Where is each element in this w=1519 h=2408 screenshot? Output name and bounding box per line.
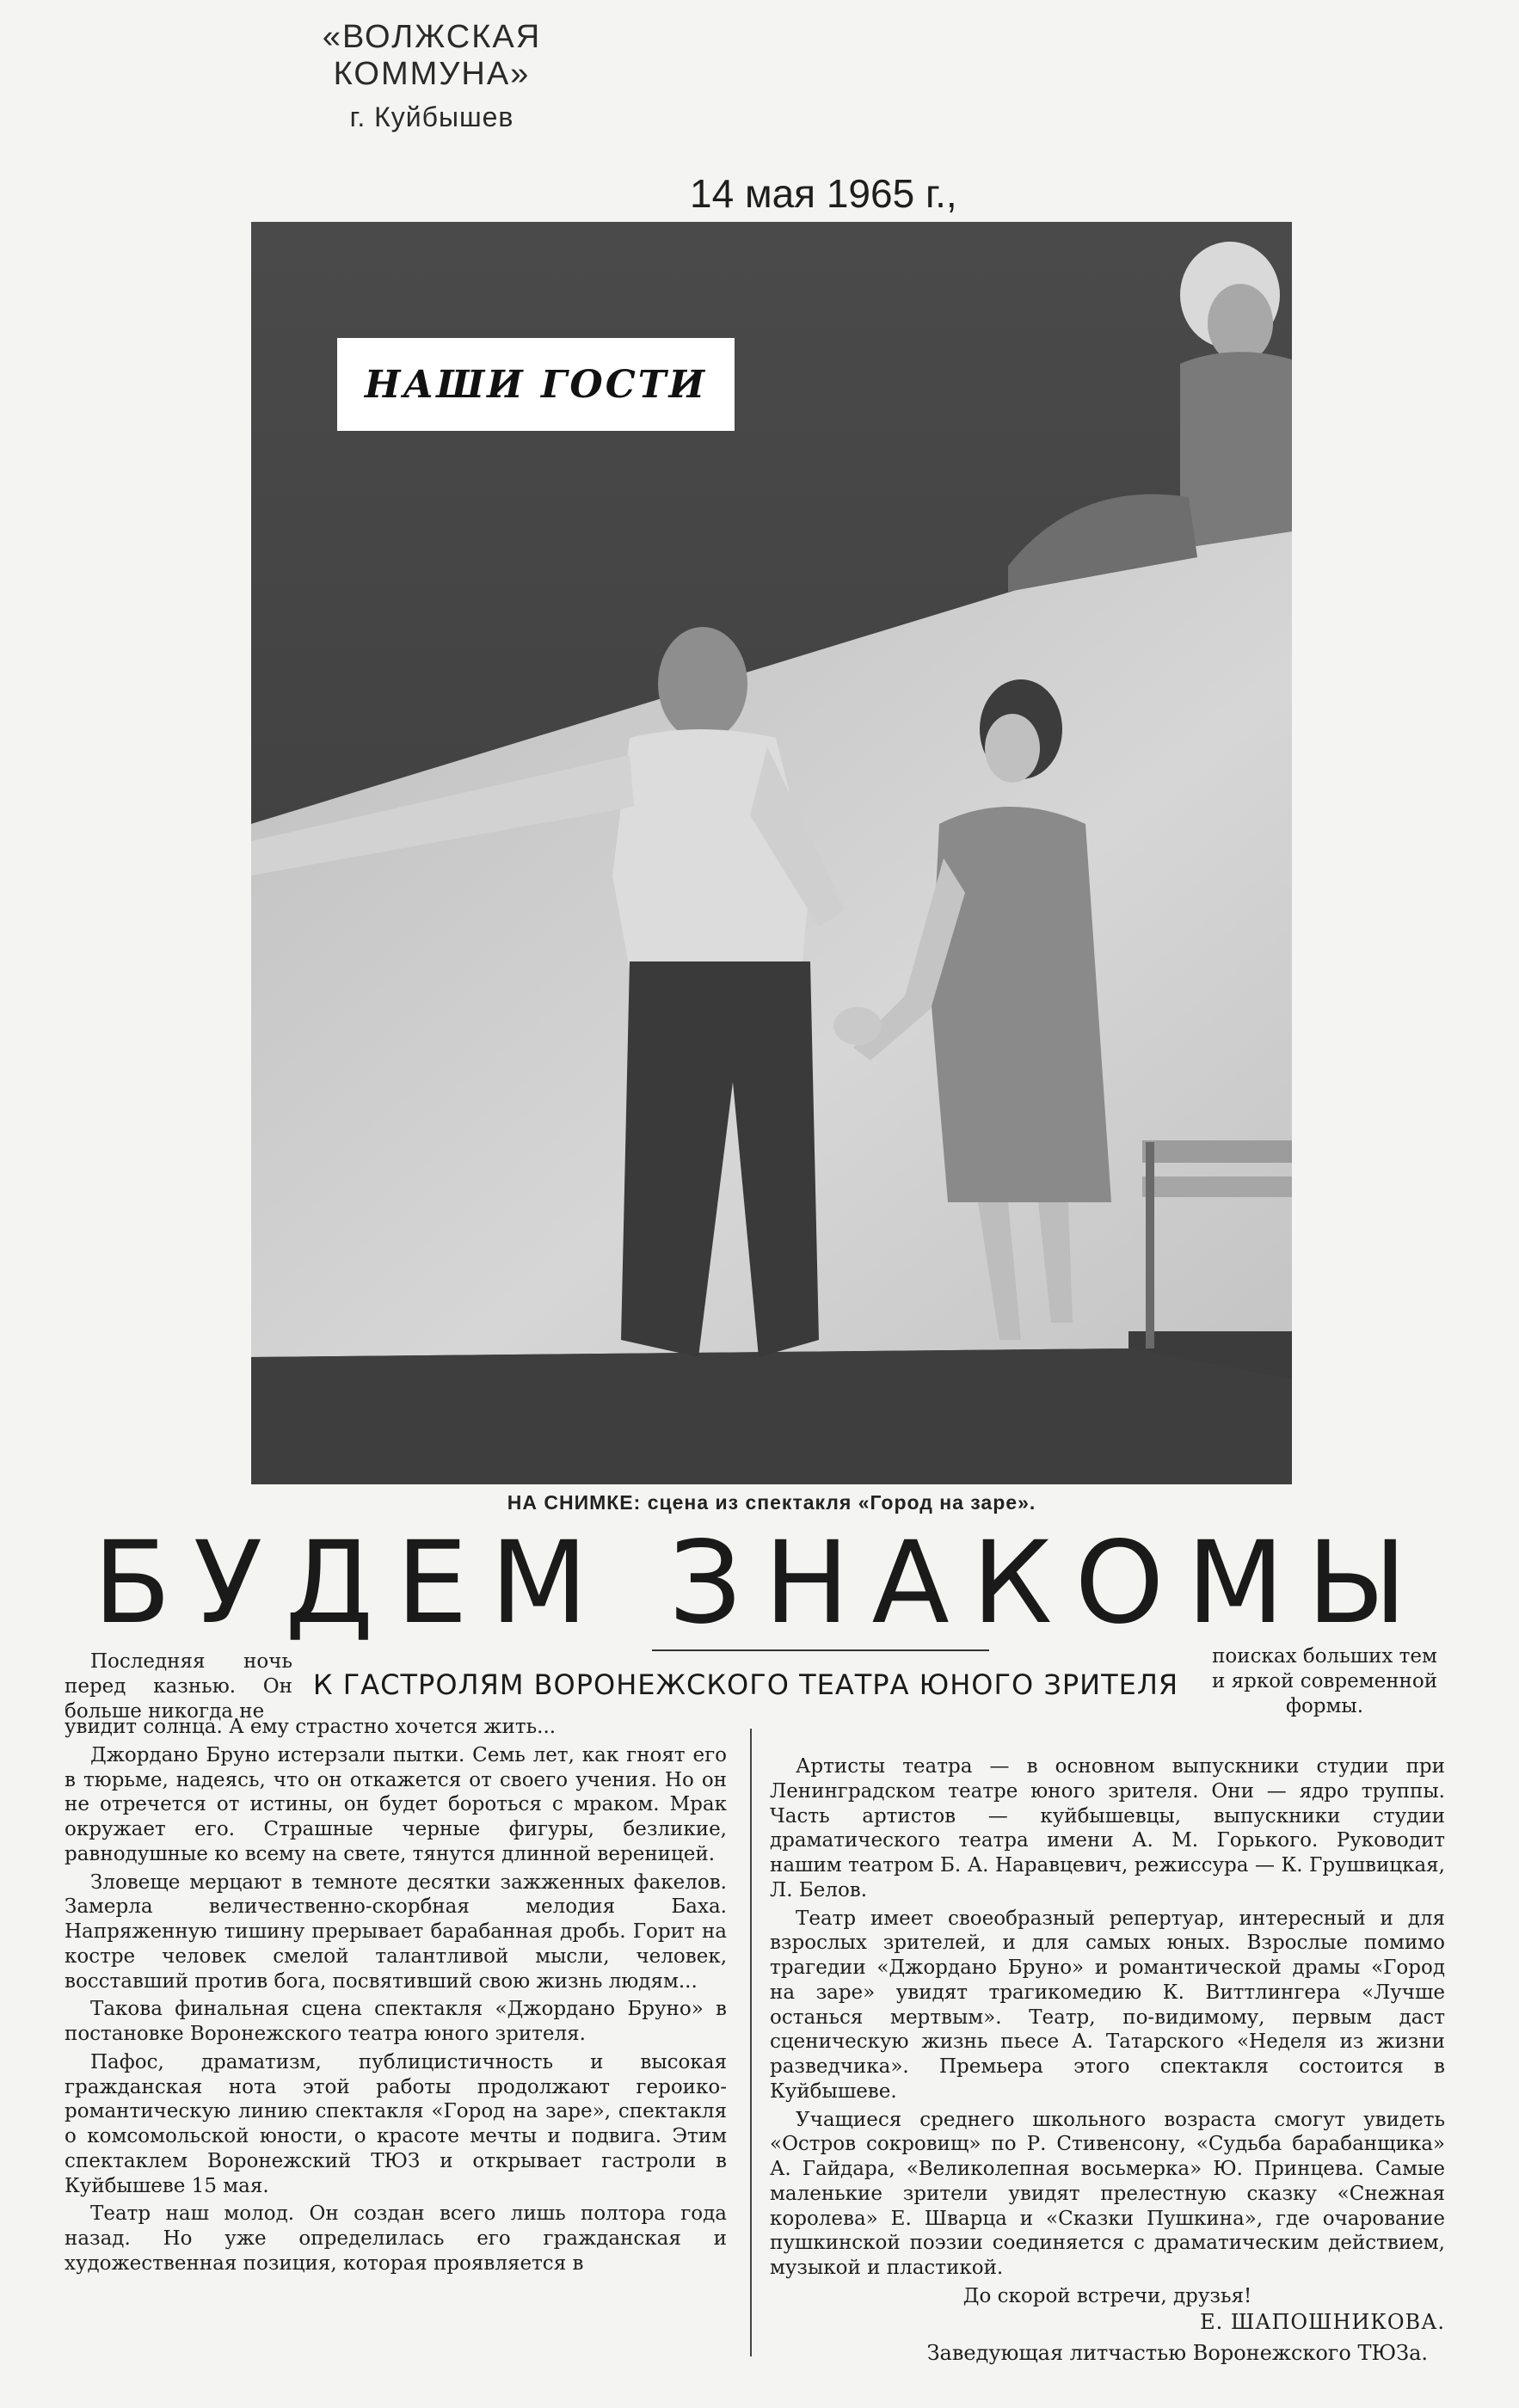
article-subheadline: К ГАСТРОЛЯМ ВОРОНЕЖСКОГО ТЕАТРА ЮНОГО ЗРИТЕЛЯ xyxy=(312,1668,1179,1701)
right-intro-text: поисках больших тем и яркой современной формы. xyxy=(1211,1645,1438,1717)
author-position: Заведующая литчастью Воронежского ТЮЗа. xyxy=(926,2341,1428,2365)
left-paragraph: Джордано Бруно истерзали пытки. Семь лет, как гноят его в тюрьме, надеясь, что он откажется от своего учения. Но он не отречется от истины, он будет бороться с мраком. Мрак окружает его. Страшные черные фигуры, безликие, равнодушные ко всему на свете, тянутся длинной вереницей. xyxy=(65,1743,727,1865)
column-divider xyxy=(750,1729,752,2356)
photo-caption: НА СНИМКЕ: сцена из спектакля «Город на заре». xyxy=(507,1491,1036,1514)
left-paragraph: Пафос, драматизм, публицистичность и высокая гражданская нота этой работы продолжают героико-романтическую линию спектакля «Город на заре», спектакля о комсомольской юности, о красоте мечты и подвига. Этим спектаклем Воронежский ТЮЗ и открывает гастроли в Куйбышеве 15 мая. xyxy=(65,2050,727,2197)
left-paragraph: Зловеще мерцают в темноте десятки зажженных факелов. Замерла величественно-скорбная мелодия Баха. Напряженную тишину прерывает барабанная дробь. Горит на костре человек смелой талантливой мысли, человек, восставший против бога, посвятивший свою жизнь людям... xyxy=(65,1870,727,1993)
right-paragraph: Учащиеся среднего школьного возраста смогут увидеть «Остров сокровищ» по Р. Стивенсону, «Судьба барабанщика» А. Гайдара, «Великолепная восьмерка» Ю. Принцева. Самые маленькие зрители увидят прелестную сказку «Снежная королева» Е. Шварца и «Сказки Пушкина», где очарование пушкинской поэзии соединяется с драматическим действием, музыкой и пластикой. xyxy=(770,2108,1445,2279)
headline-rule xyxy=(652,1649,989,1651)
right-paragraph: Театр имеет своеобразный репертуар, интересный и для взрослых зрителей, и для самых юных. Взрослые помимо трагедии «Джордано Бруно» и романтической драмы «Город на заре» увидят трагикомедию К. Виттлингера «Лучше останься мертвым». Театр, по-видимому, первым даст сценическую жизнь пьесе А. Татарского «Неделя из жизни разведчика». Премьера этого спектакля состоится в Куйбышеве. xyxy=(770,1907,1445,2103)
left-paragraph: Такова финальная сцена спектакля «Джордано Бруно» в постановке Воронежского театра юного зрителя. xyxy=(65,1998,727,2045)
left-paragraph: Театр наш молод. Он создан всего лишь полтора года назад. Но уже определилась его гражданская и художественная позиция, которая проявляется в xyxy=(65,2202,727,2275)
right-paragraph: Артисты театра — в основном выпускники студии при Ленинградском театре юного зрителя. Они — ядро труппы. Часть артистов — куйбышевцы, выпускники студии драматического театра имени А. М. Горького. Руководит нашим театром Б. А. Наравцевич, режиссура — К. Грушвицкая, Л. Белов. xyxy=(770,1755,1445,1901)
newspaper-stamp xyxy=(251,19,612,133)
right-column xyxy=(770,1754,1445,2313)
stage-photo xyxy=(251,222,1292,1484)
newspaper-name: «ВОЛЖСКАЯ КОММУНА» xyxy=(322,19,542,92)
author-signature: Е. ШАПОШНИКОВА. xyxy=(1200,2310,1445,2334)
photo-badge xyxy=(337,338,735,431)
left-intro-text: Последняя ночь перед казнью. Он больше никогда не xyxy=(65,1650,292,1723)
right-column-intro xyxy=(1208,1644,1441,1722)
newspaper-city: г. Куйбышев xyxy=(349,101,514,132)
left-column xyxy=(65,1715,727,2280)
left-paragraph: увидит солнца. А ему страстно хочется жить... xyxy=(65,1716,557,1738)
photo-badge-text: НАШИ ГОСТИ xyxy=(364,362,708,407)
article-headline: БУДЕМ ЗНАКОМЫ xyxy=(93,1517,1430,1649)
publication-date: 14 мая 1965 г., xyxy=(690,171,957,216)
farewell-line: До скорой встречи, друзья! xyxy=(962,2284,1252,2307)
